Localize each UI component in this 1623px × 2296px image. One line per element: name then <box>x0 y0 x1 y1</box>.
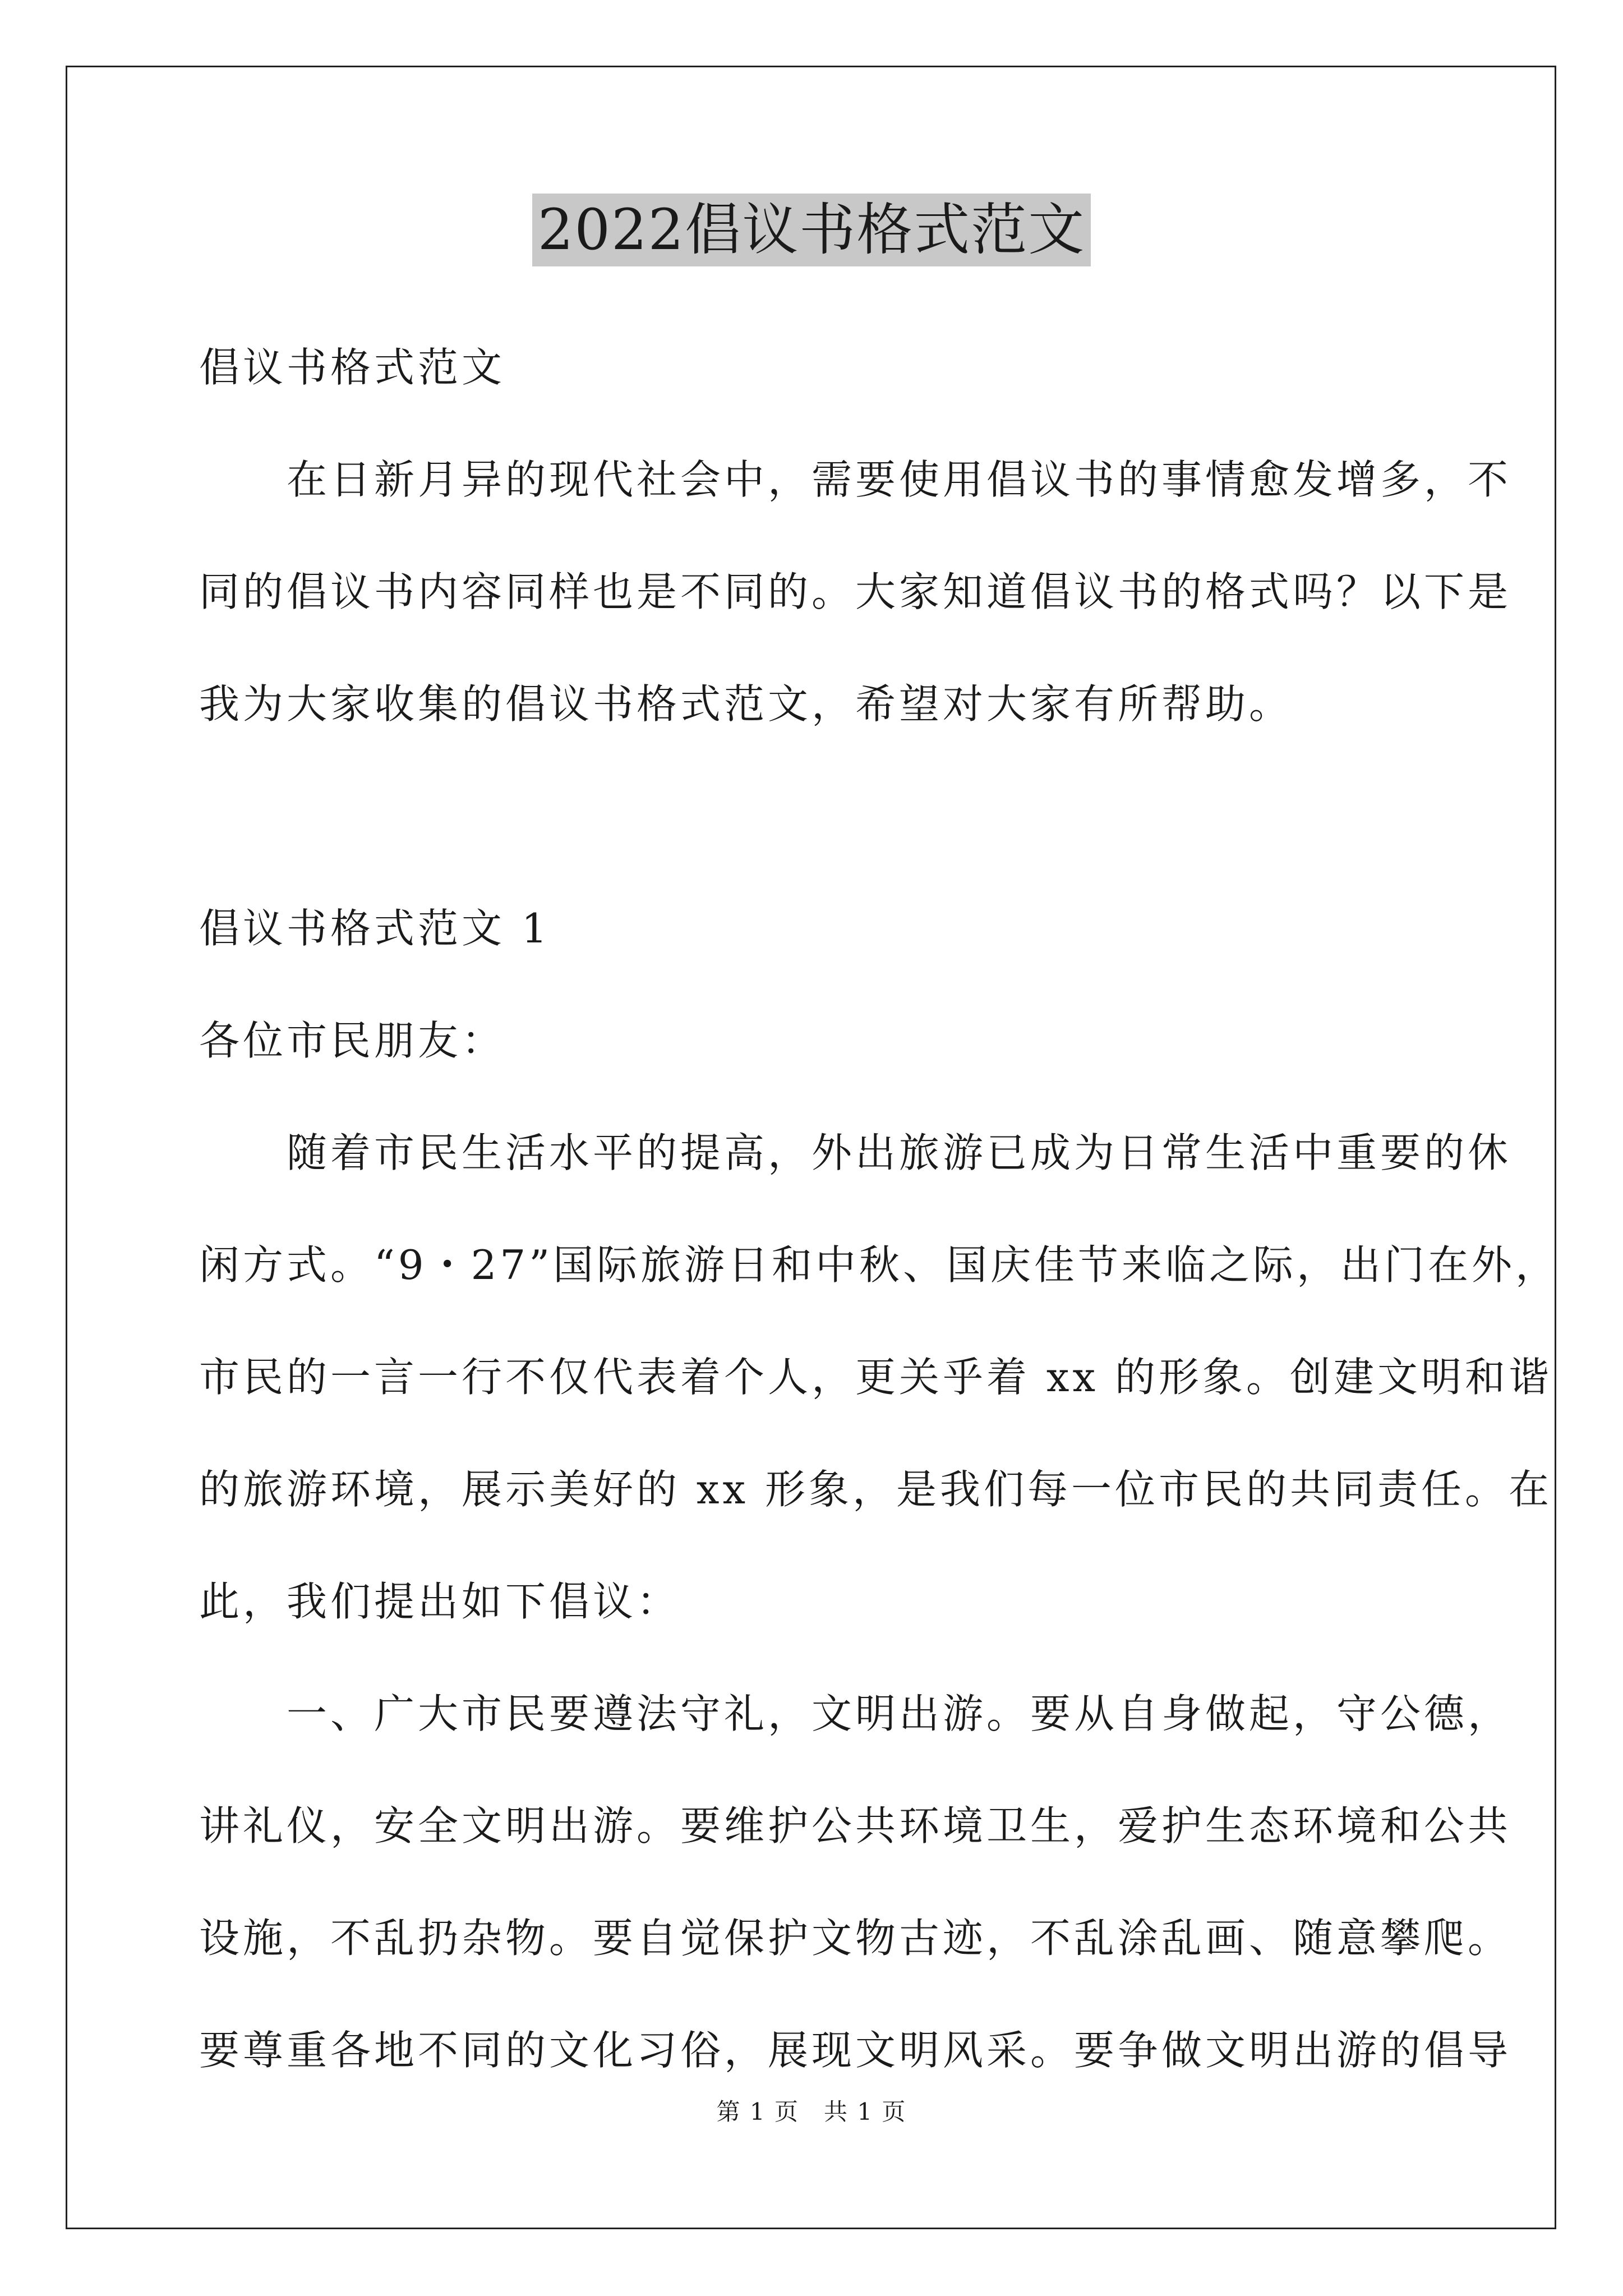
body-line: 闲方式。“9・27”国际旅游日和中秋、国庆佳节来临之际，出门在外， <box>199 1241 1560 1289</box>
body-line: 的旅游环境，展示美好的 xx 形象，是我们每一位市民的共同责任。在 <box>199 1466 1552 1513</box>
section-heading: 倡议书格式范文 1 <box>199 905 551 952</box>
salutation: 各位市民朋友： <box>199 1017 506 1064</box>
body-line: 讲礼仪，安全文明出游。要维护公共环境卫生，爱护生态环境和公共 <box>199 1802 1512 1849</box>
body-line: 要尊重各地不同的文化习俗，展现文明风采。要争做文明出游的倡导 <box>199 2027 1512 2074</box>
page-footer: 第 1 页 共 1 页 <box>716 2098 907 2125</box>
document-subtitle: 倡议书格式范文 <box>199 344 506 391</box>
document-title: 2022倡议书格式范文 <box>532 194 1091 266</box>
body-line: 随着市民生活水平的提高，外出旅游已成为日常生活中重要的休 <box>199 1129 1512 1176</box>
intro-paragraph <box>199 424 1512 760</box>
intro-line: 在日新月异的现代社会中，需要使用倡议书的事情愈发增多，不 <box>199 456 1512 503</box>
title-area <box>0 194 1623 266</box>
body-line: 一、广大市民要遵法守礼，文明出游。要从自身做起，守公德， <box>199 1690 1512 1737</box>
intro-line: 我为大家收集的倡议书格式范文，希望对大家有所帮助。 <box>199 680 1293 728</box>
section-block <box>199 872 1560 2106</box>
body-line: 设施，不乱扔杂物。要自觉保护文物古迹，不乱涂乱画、随意攀爬。 <box>199 1915 1512 1962</box>
body-line: 此，我们提出如下倡议： <box>199 1578 681 1625</box>
subtitle-block <box>199 311 1433 424</box>
intro-line: 同的倡议书内容同样也是不同的。大家知道倡议书的格式吗？以下是 <box>199 568 1512 615</box>
body-line: 市民的一言一行不仅代表着个人，更关乎着 xx 的形象。创建文明和谐 <box>199 1354 1552 1401</box>
